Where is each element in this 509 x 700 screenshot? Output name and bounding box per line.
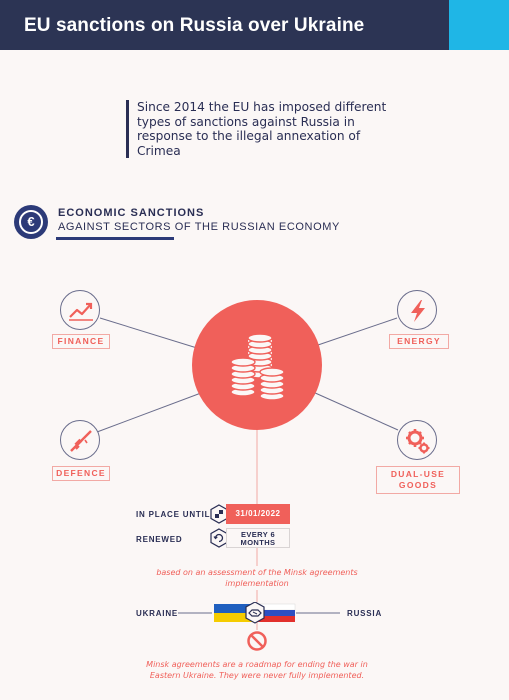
finance-label bbox=[52, 334, 110, 349]
dual-use-icon-circle bbox=[397, 420, 437, 460]
renewed-label: RENEWED bbox=[136, 535, 183, 544]
coins-icon bbox=[192, 300, 322, 430]
country-russia: RUSSIA bbox=[347, 609, 383, 618]
renewed-value-line2: MONTHS bbox=[240, 538, 276, 547]
defence-label bbox=[52, 466, 110, 481]
assessment-note-line2: implementation bbox=[225, 579, 289, 588]
coins-circle bbox=[192, 300, 322, 430]
gears-icon bbox=[398, 421, 438, 461]
chart-up-icon bbox=[61, 291, 101, 331]
intro-line: Crimea bbox=[137, 143, 181, 158]
dual-use-label-line2: GOODS bbox=[398, 480, 438, 490]
finance-label-text: FINANCE bbox=[57, 336, 105, 346]
minsk-note-line1: Minsk agreements are a roadmap for ending the war in bbox=[146, 660, 368, 669]
assessment-note bbox=[130, 567, 384, 589]
intro-line: response to the illegal annexation of bbox=[137, 129, 361, 143]
dual-use-label-line1: DUAL-USE bbox=[390, 469, 446, 479]
intro-line: types of sanctions against Russia in bbox=[137, 114, 355, 129]
minsk-note-line2: Eastern Ukraine. They were never fully implemented. bbox=[149, 671, 365, 680]
section-title: ECONOMIC SANCTIONS bbox=[58, 207, 205, 219]
defence-icon-circle bbox=[60, 420, 100, 460]
in-place-date: 31/01/2022 bbox=[226, 504, 290, 524]
renewed-value bbox=[226, 528, 290, 548]
defence-label-text: DEFENCE bbox=[56, 468, 106, 478]
energy-label-text: ENERGY bbox=[397, 336, 441, 346]
dual-use-label bbox=[376, 466, 460, 494]
section-subtitle: AGAINST SECTORS OF THE RUSSIAN ECONOMY bbox=[58, 221, 340, 233]
lightning-icon bbox=[398, 291, 438, 331]
country-ukraine: UKRAINE bbox=[136, 609, 179, 618]
finance-icon-circle bbox=[60, 290, 100, 330]
euro-glyph: € bbox=[19, 210, 43, 234]
rifle-icon bbox=[61, 421, 101, 461]
prohibited-icon bbox=[246, 630, 268, 652]
renewed-value-line1: EVERY 6 bbox=[240, 529, 276, 539]
intro-line: Since 2014 the EU has imposed different bbox=[137, 100, 387, 114]
in-place-label: IN PLACE UNTIL bbox=[136, 510, 211, 519]
page-title: EU sanctions on Russia over Ukraine bbox=[24, 15, 365, 36]
flags-handshake bbox=[212, 602, 298, 624]
energy-label bbox=[389, 334, 449, 349]
energy-icon-circle bbox=[397, 290, 437, 330]
minsk-note bbox=[120, 659, 394, 681]
assessment-note-line1: based on an assessment of the Minsk agreements bbox=[156, 568, 358, 577]
